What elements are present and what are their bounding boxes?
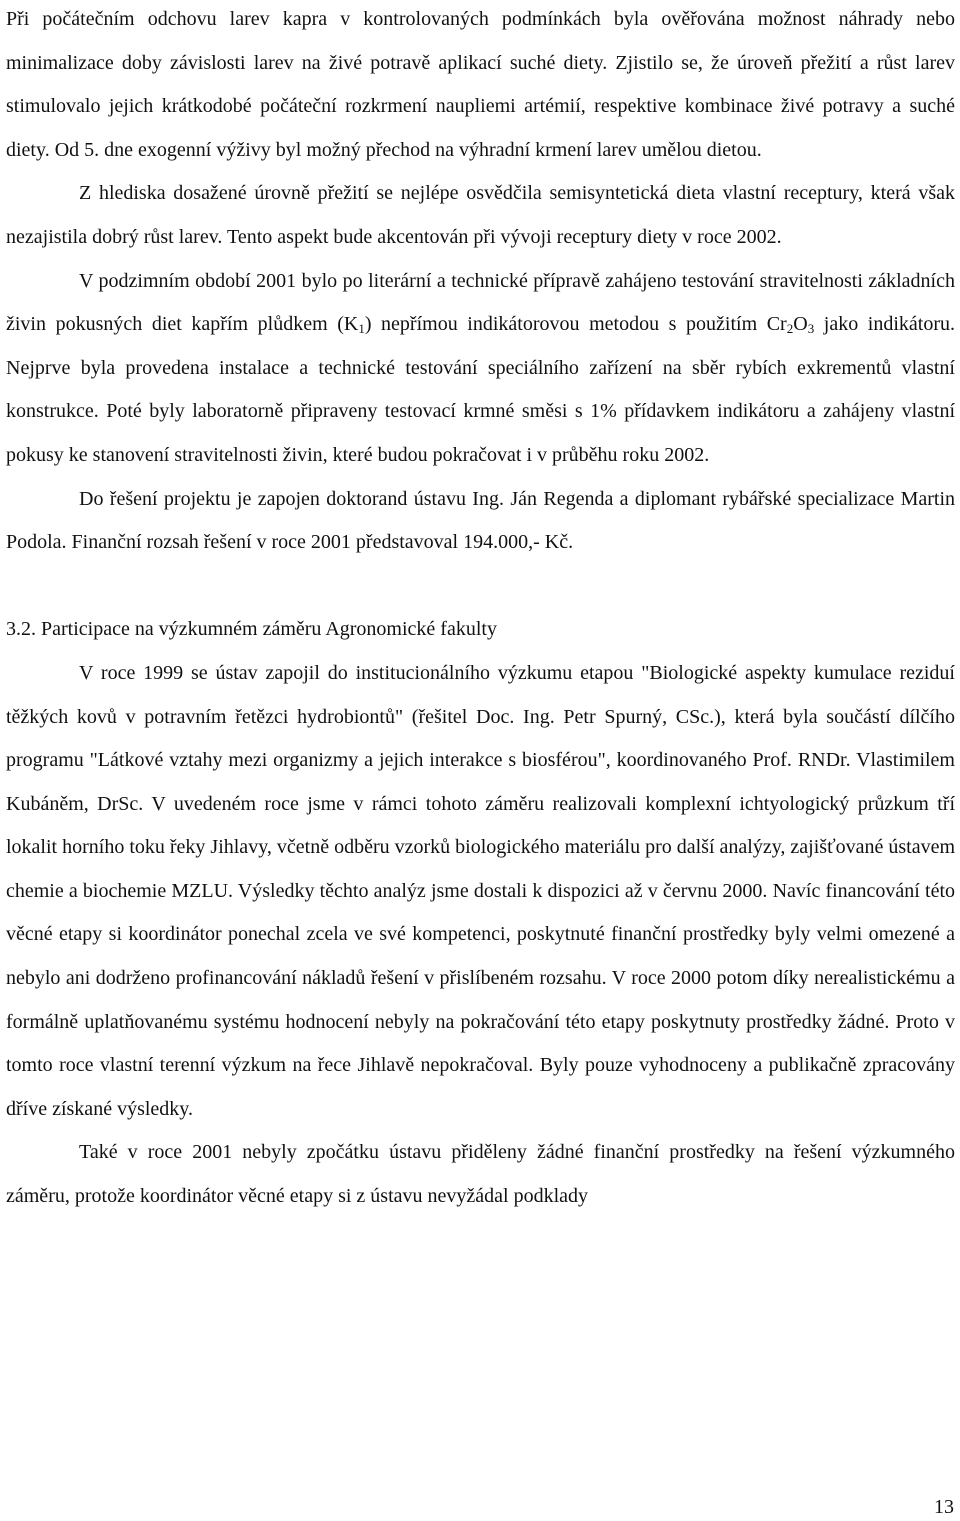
digestibility-text-4: jako indikátoru. Nejprve byla provedena instalace a technické testování speciálního zařízení na sběr rybích exkrementů vlastní konstrukce. Poté byly laboratorně připraveny testovací krmné směsi s 1% přídavkem indikátoru a zahájeny vlastní pokusy ke stanovení stravitelnosti živin, které budou pokračovat i v průběhu roku 2002. <box>6 313 955 466</box>
document-page <box>6 0 955 1219</box>
section-heading: 3.2. Participace na výzkumném záměru Agronomické fakulty <box>6 618 497 641</box>
cr-subscript: 2 <box>786 321 794 337</box>
k1-subscript: 1 <box>358 321 365 337</box>
paragraph-institutional-research: V roce 1999 se ústav zapojil do institucionálního výzkumu etapou "Biologické aspekty kumulace reziduí těžkých kovů v potravním řetězci hydrobiontů" (řešitel Doc. Ing. Petr Spurný, CSc.), která byla součástí dílčího programu "Látkové vztahy mezi organizmy a jejich interakce s biosférou", koordinovaného Prof. RNDr. Vlastimilem Kubáněm, DrSc. V uvedeném roce jsme v rámci tohoto záměru realizovali komplexní ichtyologický průzkum tří lokalit horního toku řeky Jihlavy, včetně odběru vzorků biologického materiálu pro další analýzy, zajišťované ústavem chemie a biochemie MZLU. Výsledky těchto analýz jsme dostali k dispozici až v červnu 2000. Navíc financování této věcné etapy si koordinátor ponechal zcela ve své kompetenci, poskytnuté finanční prostředky byly velmi omezené a nebylo ani dodrženo profinancování nákladů řešení v přislíbeném rozsahu. V roce 2000 potom díky nerealistickému a formálně uplatňovanému systému hodnocení nebyly na pokračování této etapy poskytnuty prostředky žádné. Proto v tomto roce vlastní terenní výzkum na řece Jihlavě nepokračoval. Byly pouze vyhodnoceny a publikačně zpracovány dříve získané výsledky. <box>6 661 956 1120</box>
paragraph-funding-2001: Také v roce 2001 nebyly zpočátku ústavu přiděleny žádné finanční prostředky na řešení výzkumného záměru, protože koordinátor věcné etapy si z ústavu nevyžádal podklady <box>6 1141 955 1208</box>
paragraph-project-staff: Do řešení projektu je zapojen doktorand ústavu Ing. Ján Regenda a diplomant rybářské specializace Martin Podola. Finanční rozsah řešení v roce 2001 představoval 194.000,- Kč. <box>6 487 955 554</box>
page-number: 13 <box>934 1496 954 1518</box>
digestibility-text-2: ) nepřímou indikátorovou metodou s použitím Cr <box>364 313 787 336</box>
section-gap <box>6 565 955 609</box>
digestibility-text-3: O <box>793 313 808 336</box>
paragraph-digestibility-testing <box>6 260 955 478</box>
paragraph-larval-rearing: Při počátečním odchovu larev kapra v kontrolovaných podmínkách byla ověřována možnost náhrady nebo minimalizace doby závislosti larev na živé potravě aplikací suché diety. Zjistilo se, že úroveň přežití a růst larev stimulovalo jejich krátkodobé počáteční rozkrmení naupliemi artémií, respektive kombinace živé potravy a suché diety. Od 5. dne exogenní výživy byl možný přechod na výhradní krmení larev umělou dietou. <box>6 8 955 161</box>
paragraph-semisynthetic-diet: Z hlediska dosažené úrovně přežití se nejlépe osvědčila semisyntetická dieta vlastní receptury, která však nezajistila dobrý růst larev. Tento aspekt bude akcentován při vývoji receptury diety v roce 2002. <box>6 182 955 248</box>
o-subscript: 3 <box>807 321 815 337</box>
digestibility-text-1: V podzimním období 2001 bylo po literární a technické přípravě zahájeno testování stravitelnosti základních živin pokusných diet kapřím plůdkem (K <box>6 269 955 336</box>
